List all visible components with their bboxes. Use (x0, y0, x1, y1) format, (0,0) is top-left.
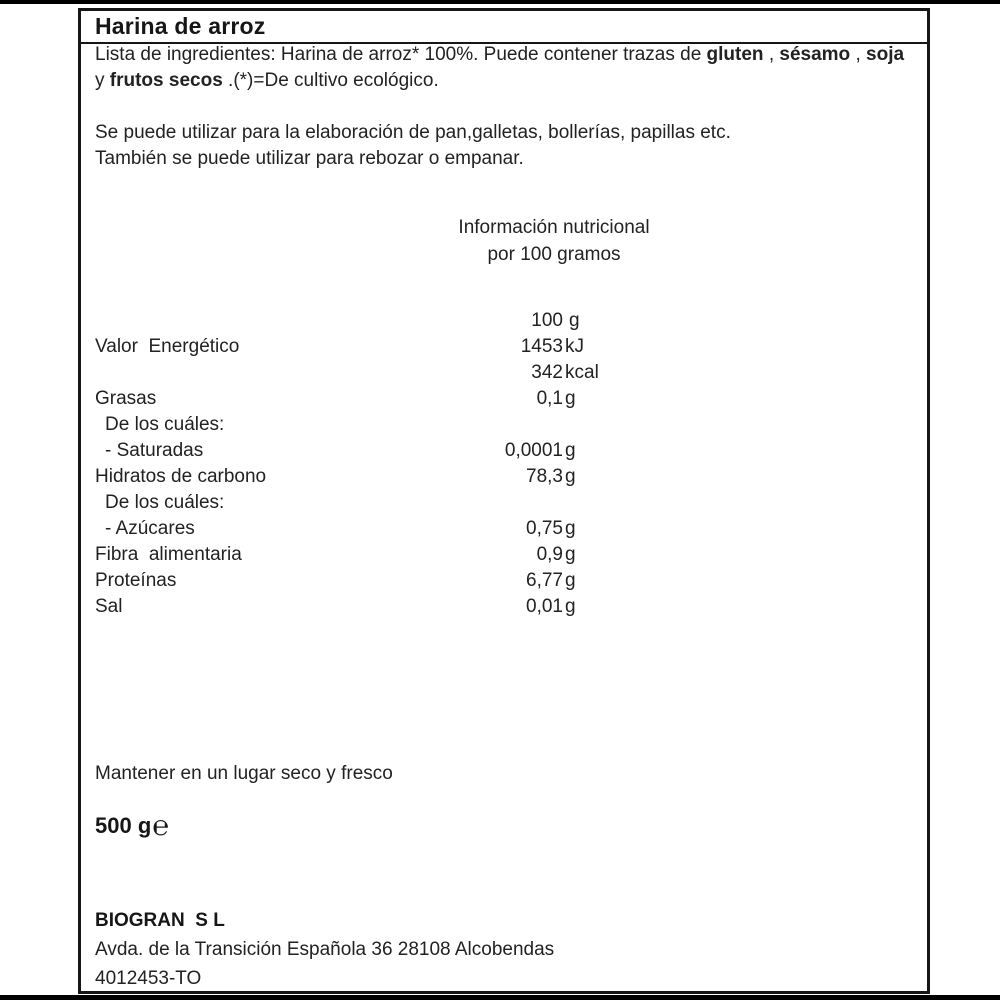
table-row (95, 334, 655, 360)
nutrient-value: 6,77 (526, 570, 563, 591)
nutrient-label: De los cuáles: (105, 492, 225, 513)
top-edge-bar (0, 0, 1000, 4)
nutrient-label: - Azúcares (105, 518, 195, 539)
nutrient-value: 342 (531, 362, 563, 383)
nutrient-value: 0,9 (536, 544, 563, 565)
table-row (95, 516, 655, 542)
allergen-soja: soja (866, 44, 905, 65)
storage-instructions: Mantener en un lugar seco y fresco (95, 763, 393, 784)
table-row (95, 412, 655, 438)
manufacturer-block (95, 906, 913, 993)
nutrition-column-header (95, 308, 655, 334)
nutrient-unit: kcal (565, 362, 599, 383)
table-row (95, 360, 655, 386)
column-header-unit: g (569, 310, 580, 331)
allergen-sesamo: sésamo (779, 44, 851, 65)
nutrient-label: Grasas (95, 388, 157, 409)
nutrient-unit: g (565, 518, 576, 539)
estimated-sign: ℮ (152, 810, 170, 841)
nutrient-value: 0,0001 (504, 440, 563, 461)
nutrient-unit: g (565, 570, 576, 591)
nutrient-unit: g (565, 544, 576, 565)
net-weight (95, 810, 170, 841)
nutrient-unit: g (565, 596, 576, 617)
allergen-frutos-secos: frutos secos (109, 70, 223, 91)
nutrient-label: Hidratos de carbono (95, 466, 267, 487)
ingredients-intro: Lista de ingredientes: Harina de arroz* 100%. Puede contener trazas de (95, 44, 707, 65)
nutrient-value: 0,1 (536, 388, 563, 409)
manufacturer-address: Avda. de la Transición Española 36 28108 Alcobendas (95, 939, 555, 960)
ingredients-paragraph (95, 42, 913, 94)
table-row (95, 568, 655, 594)
table-row (95, 438, 655, 464)
nutrient-unit: g (565, 440, 576, 461)
usage-paragraph (95, 120, 913, 172)
nutrient-unit (563, 412, 635, 438)
nutrient-value (447, 490, 563, 516)
manufacturer-name: BIOGRAN S L (95, 910, 225, 931)
table-row (95, 542, 655, 568)
manufacturer-registration: 4012453-TO (95, 968, 202, 989)
nutrient-label: Fibra alimentaria (95, 544, 242, 565)
nutrition-heading-line2: por 100 gramos (487, 244, 621, 265)
nutrient-label: Proteínas (95, 570, 177, 591)
net-weight-amount: 500 g (95, 813, 152, 838)
product-label (78, 8, 930, 994)
bottom-edge-bar (0, 995, 1000, 1000)
nutrient-value: 0,75 (526, 518, 563, 539)
nutrient-value: 78,3 (526, 466, 563, 487)
nutrition-heading-line1: Información nutricional (458, 217, 650, 238)
nutrient-unit (563, 490, 635, 516)
nutrient-label: Valor Energético (95, 336, 240, 357)
ingredients-outro: .(*)=De cultivo ecológico. (222, 70, 439, 91)
nutrient-value: 1453 (520, 336, 563, 357)
table-row (95, 594, 655, 620)
nutrient-value: 0,01 (526, 596, 563, 617)
product-title: Harina de arroz (81, 11, 927, 44)
nutrient-label (95, 360, 447, 386)
nutrition-table (95, 308, 655, 620)
table-row (95, 490, 655, 516)
table-row (95, 464, 655, 490)
usage-line-2: También se puede utilizar para rebozar o empanar. (95, 148, 524, 169)
nutrient-label: Sal (95, 596, 123, 617)
allergen-gluten: gluten (706, 44, 764, 65)
nutrient-unit: kJ (565, 336, 584, 357)
nutrition-heading (181, 214, 927, 268)
ingredients-sep1: , (763, 44, 780, 65)
ingredients-sep2: , (850, 44, 867, 65)
nutrient-unit: g (565, 466, 576, 487)
column-header-value: 100 (531, 310, 563, 331)
usage-line-1: Se puede utilizar para la elaboración de pan,galletas, bollerías, papillas etc. (95, 122, 731, 143)
table-row (95, 386, 655, 412)
nutrient-label: De los cuáles: (105, 414, 225, 435)
nutrient-unit: g (565, 388, 576, 409)
nutrient-value (447, 412, 563, 438)
ingredients-sep3: y (95, 70, 110, 91)
nutrient-label: - Saturadas (105, 440, 204, 461)
